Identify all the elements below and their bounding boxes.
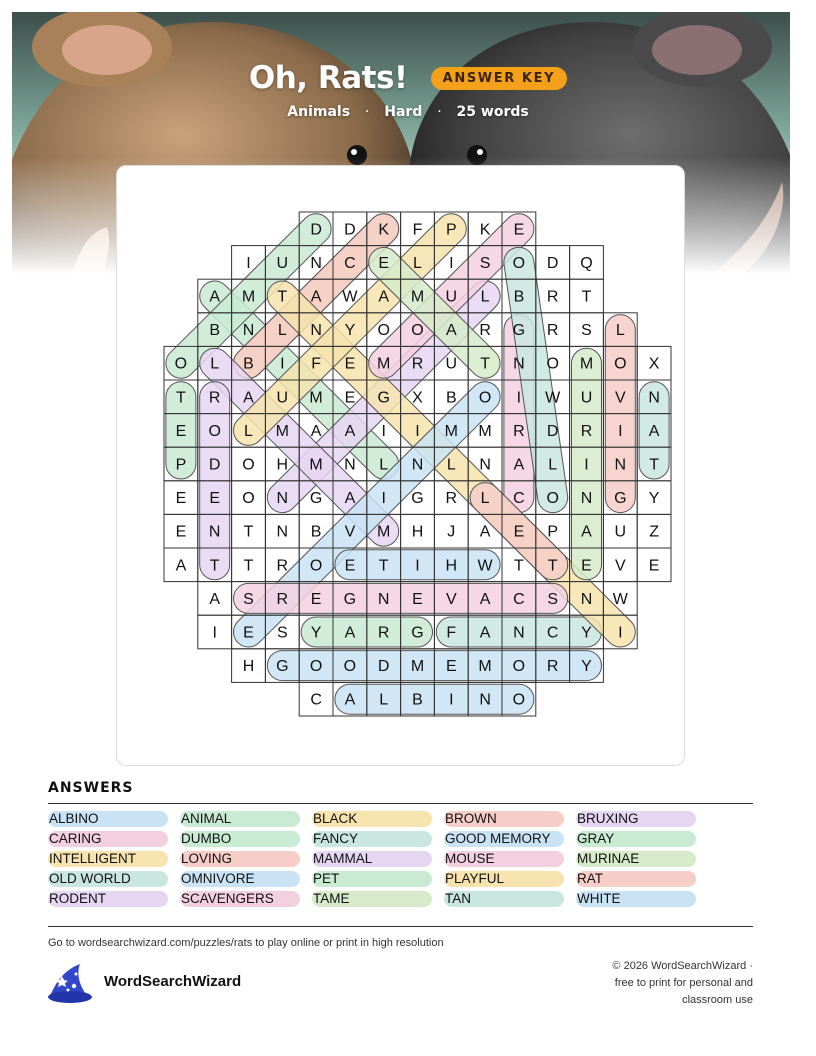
grid-letter: I — [212, 624, 217, 642]
brand-name: WordSearchWizard — [104, 973, 242, 990]
category-label: Animals — [287, 104, 351, 120]
answer-word: PET — [312, 871, 432, 887]
grid-letter: I — [381, 422, 386, 440]
grid-letter: B — [412, 691, 423, 709]
grid-letter: X — [648, 355, 660, 373]
answer-word: WHITE — [576, 891, 696, 907]
answer-word: GOOD MEMORY — [444, 831, 564, 847]
grid-letter: R — [513, 422, 525, 440]
grid-letter: E — [378, 254, 390, 272]
grid-letter: M — [309, 389, 323, 407]
grid-letter: H — [276, 456, 289, 474]
grid-letter: E — [310, 590, 322, 608]
grid-letter: A — [648, 422, 660, 440]
answer-word: ALBINO — [48, 811, 168, 827]
grid-letter: T — [649, 456, 659, 474]
grid-letter: E — [175, 490, 187, 508]
grid-letter: V — [344, 523, 356, 541]
grid-letter: I — [584, 456, 589, 474]
grid-letter: Y — [581, 624, 592, 642]
grid-letter: B — [209, 322, 221, 340]
grid-letter: R — [276, 590, 289, 608]
grid-letter: G — [343, 590, 357, 608]
grid-letter: R — [546, 288, 559, 306]
grid-letter: E — [412, 590, 423, 608]
grid-letter: W — [612, 590, 628, 608]
grid-letter: N — [276, 490, 289, 508]
grid-letter: O — [512, 254, 526, 272]
grid-letter: E — [344, 355, 356, 373]
answer-word: FANCY — [312, 831, 432, 847]
answer-word: RODENT — [48, 891, 168, 907]
grid-letter: L — [480, 490, 490, 508]
grid-letter: R — [580, 422, 593, 440]
grid-letter: F — [446, 624, 457, 642]
grid-letter: M — [444, 422, 458, 440]
grid-letter: K — [378, 221, 390, 239]
grid-letter: T — [277, 288, 288, 306]
grid-letter: Q — [580, 254, 593, 272]
grid-letter: S — [547, 590, 559, 608]
separator: · — [364, 104, 370, 120]
grid-letter: N — [580, 490, 593, 508]
grid-letter: K — [479, 221, 491, 239]
grid-letter: A — [479, 590, 491, 608]
grid-letter: M — [410, 288, 425, 306]
grid-letter: I — [280, 355, 285, 373]
grid-letter: D — [546, 254, 559, 272]
copyright — [553, 958, 753, 1009]
grid-letter: H — [411, 523, 424, 541]
grid-letter: I — [381, 490, 386, 508]
grid-letter: A — [445, 322, 457, 340]
grid-letter: N — [648, 389, 660, 407]
page-title: Oh, Rats! — [248, 60, 408, 96]
grid-letter: R — [411, 355, 424, 373]
grid-letter: A — [344, 490, 356, 508]
grid-letter: U — [276, 254, 289, 272]
grid-letter: L — [210, 355, 220, 373]
grid-letter: S — [479, 254, 491, 272]
grid-letter: N — [310, 254, 322, 272]
grid-letter: O — [208, 422, 221, 440]
grid-letter: B — [243, 355, 254, 373]
grid-letter: I — [449, 254, 454, 272]
grid-letter: D — [344, 221, 356, 239]
grid-letter: M — [377, 523, 391, 541]
grid-letter: L — [244, 422, 253, 440]
grid-letter: H — [445, 557, 458, 575]
grid-letter: O — [546, 490, 559, 508]
grid-letter: G — [309, 490, 323, 508]
answers-section — [48, 780, 753, 915]
answer-word: BROWN — [444, 811, 564, 827]
grid-letter: I — [516, 389, 522, 407]
grid-letter: X — [412, 389, 423, 407]
answer-word: TAN — [444, 891, 564, 907]
grid-letter: N — [377, 590, 390, 608]
grid-letter: A — [310, 422, 322, 440]
grid-letter: E — [581, 557, 592, 575]
grid-letter: N — [344, 456, 356, 474]
answer-word: BRUXING — [576, 811, 696, 827]
answers-list — [48, 811, 753, 915]
grid-letter: O — [242, 456, 255, 474]
grid-letter: Y — [648, 490, 660, 508]
grid-letter: B — [445, 389, 457, 407]
difficulty-label: Hard — [384, 104, 423, 120]
wizard-hat-icon — [46, 962, 94, 1010]
grid-letter: R — [479, 322, 491, 340]
answer-word: SCAVENGERS — [180, 891, 300, 907]
grid-letter: C — [513, 590, 525, 608]
grid-letter: A — [378, 288, 390, 306]
grid-letter: O — [411, 322, 424, 340]
answer-word: MAMMAL — [312, 851, 432, 867]
copyright-line: © 2026 WordSearchWizard · — [612, 960, 753, 972]
grid-letter: B — [310, 523, 322, 541]
grid-letter: G — [512, 322, 526, 340]
grid-letter: V — [445, 590, 457, 608]
grid-letter: O — [546, 355, 559, 373]
grid-letter: W — [342, 288, 358, 306]
grid-letter: R — [377, 624, 390, 642]
grid-letter: M — [410, 658, 425, 676]
grid-letter: A — [243, 389, 254, 407]
grid-letter: M — [579, 355, 594, 373]
answer-word: LOVING — [180, 851, 300, 867]
footer-link-text[interactable]: Go to wordsearchwizard.com/puzzles/rats to play online or print in high resolution — [48, 937, 444, 949]
grid-letter: O — [478, 389, 492, 407]
answer-word: GRAY — [576, 831, 696, 847]
grid-letter: R — [546, 322, 559, 340]
grid-letter: P — [547, 523, 559, 541]
grid-letter: G — [411, 490, 424, 508]
grid-letter: M — [377, 355, 391, 373]
grid-letter: R — [276, 557, 289, 575]
word-count-label: 25 words — [456, 104, 529, 120]
grid-letter: N — [580, 590, 593, 608]
grid-letter: I — [618, 624, 623, 642]
grid-letter: P — [445, 221, 457, 239]
grid-letter: D — [310, 221, 322, 239]
separator: · — [437, 104, 442, 120]
grid-letter: A — [513, 456, 525, 474]
grid-letter: O — [174, 355, 188, 373]
grid-letter: U — [445, 355, 458, 373]
grid-letter: O — [242, 490, 255, 508]
grid-letter: A — [479, 523, 491, 541]
grid-letter: D — [208, 456, 221, 474]
grid-letter: M — [241, 288, 256, 306]
grid-letter: O — [309, 658, 323, 676]
grid-letter: E — [344, 557, 356, 575]
grid-letter: W — [545, 389, 561, 407]
grid-letter: W — [477, 557, 493, 575]
grid-letter: H — [242, 658, 255, 676]
grid-letter: T — [581, 288, 592, 306]
answer-word: PLAYFUL — [444, 871, 564, 887]
grid-letter: N — [513, 355, 525, 373]
grid-letter: N — [310, 322, 322, 340]
grid-letter: I — [449, 691, 454, 709]
grid-letter: J — [447, 523, 456, 541]
grid-letter: O — [512, 691, 526, 709]
grid-letter: C — [513, 490, 525, 508]
grid-letter: L — [615, 322, 625, 340]
grid-letter: U — [445, 288, 458, 306]
grid-letter: S — [581, 322, 592, 340]
grid-letter: Z — [649, 523, 659, 541]
grid-letter: G — [411, 624, 424, 642]
grid-letter: L — [548, 456, 558, 474]
grid-letter: S — [276, 624, 288, 642]
grid-letter: B — [513, 288, 525, 306]
grid-letter: R — [546, 658, 559, 676]
grid-letter: E — [445, 658, 457, 676]
answer-word: INTELLIGENT — [48, 851, 168, 867]
grid-letter: I — [618, 422, 623, 440]
grid-letter: P — [175, 456, 187, 474]
grid-letter: A — [479, 624, 491, 642]
grid-letter: T — [378, 557, 389, 575]
grid-letter: M — [478, 658, 492, 676]
grid-letter: I — [415, 557, 420, 575]
grid-letter: D — [377, 658, 390, 676]
grid-letter: I — [246, 254, 251, 272]
grid-letter: L — [446, 456, 456, 474]
answer-word: BLACK — [312, 811, 432, 827]
grid-letter: R — [208, 389, 221, 407]
grid-letter: A — [344, 422, 356, 440]
grid-letter: O — [512, 658, 526, 676]
grid-letter: L — [379, 691, 389, 709]
footer-divider — [48, 926, 753, 927]
grid-letter: E — [209, 490, 221, 508]
grid-letter: A — [344, 691, 356, 709]
grid-letter: N — [479, 691, 491, 709]
grid-letter: T — [176, 389, 186, 407]
grid-letter: N — [242, 322, 255, 340]
grid-letter: G — [377, 389, 390, 407]
answer-word: CARING — [48, 831, 168, 847]
grid-letter: F — [412, 221, 423, 239]
grid-letter: G — [276, 658, 289, 676]
grid-letter: E — [344, 389, 356, 407]
answer-key-badge: ANSWER KEY — [431, 67, 567, 90]
grid-letter: L — [277, 322, 287, 340]
grid-letter: A — [209, 590, 221, 608]
grid-letter: A — [344, 624, 356, 642]
grid-letter: T — [547, 557, 558, 575]
grid-letter: T — [209, 557, 220, 575]
grid-letter: A — [310, 288, 322, 306]
letter-layer — [175, 221, 660, 708]
grid-letter: N — [208, 523, 221, 541]
answer-word: TAME — [312, 891, 432, 907]
grid-letter: N — [276, 523, 289, 541]
grid-letter: N — [513, 624, 525, 642]
grid-letter: E — [243, 624, 254, 642]
copyright-line: classroom use — [682, 994, 753, 1006]
copyright-line: free to print for personal and — [614, 977, 753, 989]
grid-letter: T — [480, 355, 490, 373]
answer-word: MOUSE — [444, 851, 564, 867]
grid-letter: M — [275, 422, 289, 440]
grid-letter: E — [175, 422, 187, 440]
grid-letter: Y — [581, 658, 592, 676]
grid-letter: O — [343, 658, 357, 676]
grid-letter: U — [276, 389, 289, 407]
grid-letter: E — [513, 523, 525, 541]
grid-letter: V — [614, 557, 626, 575]
grid-letter: T — [243, 557, 254, 575]
grid-letter: O — [309, 557, 323, 575]
grid-letter: I — [415, 422, 420, 440]
grid-letter: U — [580, 389, 593, 407]
answer-word: MURINAE — [576, 851, 696, 867]
grid-letter: C — [344, 254, 356, 272]
grid-letter: U — [614, 523, 627, 541]
grid-letter: V — [614, 389, 626, 407]
answer-word: OLD WORLD — [48, 871, 168, 887]
grid-letter: S — [243, 590, 254, 608]
grid-letter: N — [479, 456, 491, 474]
answer-word: ANIMAL — [180, 811, 300, 827]
answers-heading: ANSWERS — [48, 780, 753, 804]
grid-letter: L — [379, 456, 389, 474]
grid-letter: N — [614, 456, 627, 474]
grid-letter: F — [311, 355, 321, 373]
grid-letter: C — [546, 624, 559, 642]
grid-letter: C — [310, 691, 322, 709]
grid-letter: E — [513, 221, 525, 239]
answer-word: OMNIVORE — [180, 871, 300, 887]
grid-letter: D — [546, 422, 559, 440]
grid-letter: Y — [310, 624, 322, 642]
grid-letter: M — [309, 456, 323, 474]
grid-letter: T — [243, 523, 254, 541]
grid-letter: A — [581, 523, 592, 541]
grid-letter: O — [377, 322, 390, 340]
grid-letter: E — [175, 523, 187, 541]
grid-letter: O — [614, 355, 627, 373]
grid-letter: A — [175, 557, 187, 575]
grid-letter: A — [209, 288, 221, 306]
grid-letter: L — [480, 288, 490, 306]
grid-letter: N — [411, 456, 424, 474]
grid-letter: G — [614, 490, 627, 508]
grid-letter: R — [445, 490, 458, 508]
grid-letter: M — [478, 422, 492, 440]
grid-letter: L — [413, 254, 422, 272]
answer-word: DUMBO — [180, 831, 300, 847]
grid-letter: T — [514, 557, 524, 575]
grid-letter: E — [648, 557, 660, 575]
grid-letter: Y — [344, 322, 356, 340]
answer-word: RAT — [576, 871, 696, 887]
